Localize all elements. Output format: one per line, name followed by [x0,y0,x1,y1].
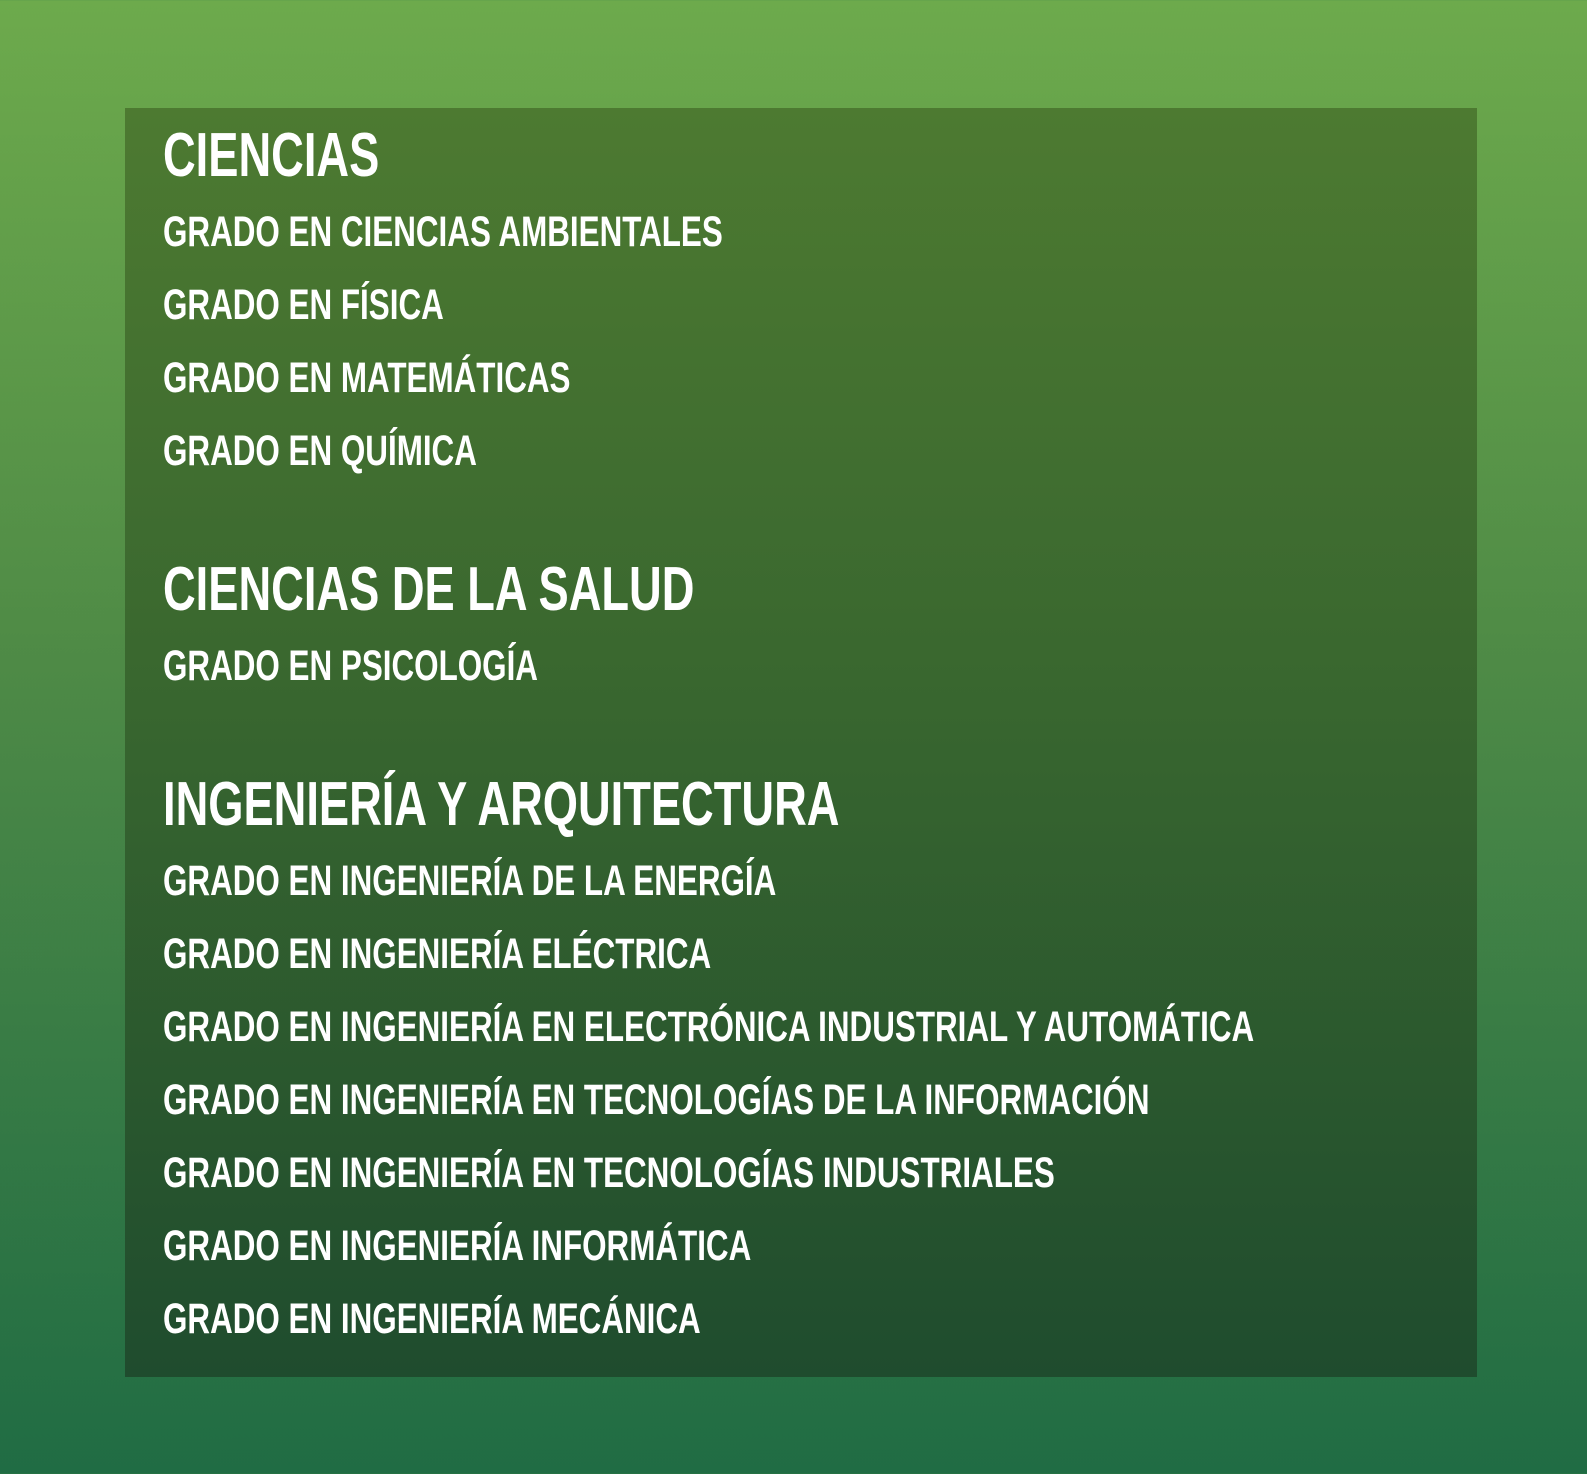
degree-item [163,281,1457,329]
degree-list [163,857,1457,1343]
degree-item-text: GRADO EN INGENIERÍA INFORMÁTICA [163,1222,752,1270]
degree-section [163,121,1457,475]
degrees-panel [125,108,1477,1377]
degree-item-text: GRADO EN INGENIERÍA DE LA ENERGÍA [163,857,777,905]
degree-item-text: GRADO EN INGENIERÍA ELÉCTRICA [163,930,712,978]
section-title-text: INGENIERÍA Y ARQUITECTURA [163,770,840,839]
degree-item [163,930,1457,978]
degree-item [163,208,1457,256]
degree-item-text: GRADO EN INGENIERÍA EN ELECTRÓNICA INDUSTRIAL Y AUTOMÁTICA [163,1003,1255,1051]
degree-item-text: GRADO EN INGENIERÍA MECÁNICA [163,1295,701,1343]
degree-item [163,427,1457,475]
degree-item-text: GRADO EN INGENIERÍA EN TECNOLOGÍAS INDUSTRIALES [163,1149,1055,1197]
degree-section [163,770,1457,1343]
degree-item [163,857,1457,905]
degree-section [163,555,1457,690]
degree-item [163,354,1457,402]
degree-list [163,642,1457,690]
degree-item-text: GRADO EN MATEMÁTICAS [163,354,571,402]
degree-item-text: GRADO EN QUÍMICA [163,427,477,475]
degree-item [163,1076,1457,1124]
degree-item-text: GRADO EN PSICOLOGÍA [163,642,538,690]
section-title-text: CIENCIAS [163,121,380,190]
section-title [163,555,1457,624]
degree-item [163,1003,1457,1051]
degree-item-text: GRADO EN CIENCIAS AMBIENTALES [163,208,723,256]
degree-item [163,642,1457,690]
section-title-text: CIENCIAS DE LA SALUD [163,555,695,624]
degree-item-text: GRADO EN FÍSICA [163,281,444,329]
section-title [163,770,1457,839]
degree-item [163,1295,1457,1343]
degree-item [163,1222,1457,1270]
degree-list [163,208,1457,475]
degree-item [163,1149,1457,1197]
degree-item-text: GRADO EN INGENIERÍA EN TECNOLOGÍAS DE LA INFORMACIÓN [163,1076,1150,1124]
section-title [163,121,1457,190]
